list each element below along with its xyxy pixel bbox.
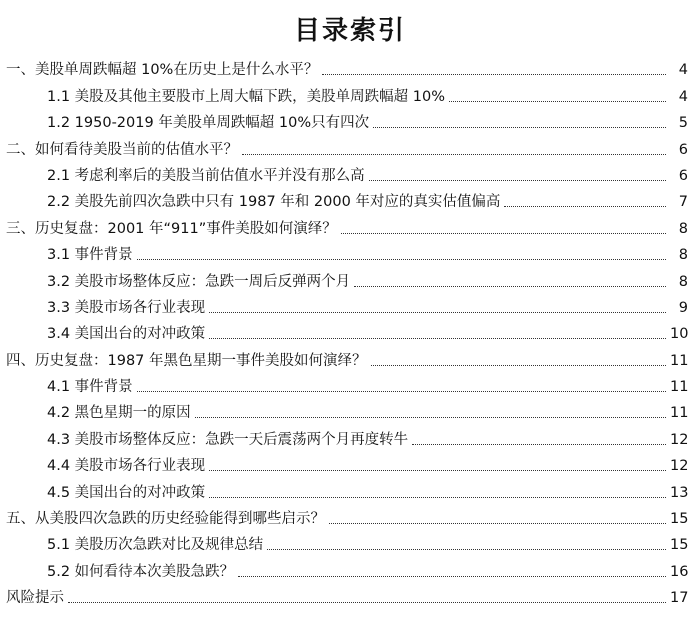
toc-page-number: 7 [678,194,688,211]
toc-page-number: 13 [670,484,689,501]
toc-subsection-entry[interactable] [0,453,700,479]
toc-entry-title: 4.1 事件背景 [47,379,133,396]
toc-entry-title: 4.5 美国出台的对冲政策 [47,484,206,501]
toc-page-number: 11 [670,405,689,422]
dot-leader [371,365,666,366]
toc-section-entry[interactable] [0,57,700,83]
dot-leader [341,233,666,234]
toc-page-number: 11 [670,352,689,369]
toc-page-number: 6 [678,167,688,184]
dot-leader [68,602,666,603]
toc-subsection-entry[interactable] [0,295,700,321]
toc-section-entry[interactable] [0,136,700,162]
toc-entry-title: 3.4 美国出台的对冲政策 [47,326,206,343]
toc-subsection-entry[interactable] [0,532,700,558]
toc-entry-title: 4.3 美股市场整体反应：急跌一天后震荡两个月再度转牛 [47,431,409,448]
toc-entry-title: 2.1 考虑利率后的美股当前估值水平并没有那么高 [47,167,365,184]
toc-subsection-entry[interactable] [0,426,700,452]
toc-entry-title: 5.1 美股历次急跌对比及规律总结 [47,537,264,554]
toc-entry-title: 风险提示 [6,590,64,607]
table-of-contents [0,57,700,611]
toc-entry-title: 5.2 如何看待本次美股急跌？ [47,563,235,580]
dot-leader [242,154,666,155]
toc-page-number: 15 [670,537,689,554]
toc-page-number: 12 [670,458,689,475]
dot-leader [412,444,666,445]
toc-page-number: 6 [678,141,688,158]
toc-page-number: 8 [678,220,688,237]
dot-leader [137,259,666,260]
dot-leader [354,286,666,287]
toc-title: 目录索引 [293,16,406,46]
dot-leader [329,523,666,524]
toc-page-number: 5 [678,115,688,132]
toc-subsection-entry[interactable] [0,83,700,109]
dot-leader [449,101,666,102]
toc-subsection-entry[interactable] [0,479,700,505]
dot-leader [373,127,666,128]
toc-entry-title: 3.1 事件背景 [47,247,133,264]
dot-leader [504,206,666,207]
toc-section-entry[interactable] [0,215,700,241]
toc-page-number: 8 [678,273,688,290]
toc-page-number: 17 [670,590,689,607]
toc-page-number: 4 [678,88,688,105]
dot-leader [209,338,666,339]
toc-entry-title: 1.2 1950-2019 年美股单周跌幅超 10%只有四次 [47,115,370,132]
toc-subsection-entry[interactable] [0,558,700,584]
dot-leader [209,497,666,498]
toc-subsection-entry[interactable] [0,242,700,268]
toc-page-number: 12 [670,431,689,448]
toc-subsection-entry[interactable] [0,268,700,294]
toc-subsection-entry[interactable] [0,110,700,136]
toc-page-number: 10 [670,326,689,343]
toc-section-entry[interactable] [0,347,700,373]
toc-page-number: 9 [678,299,688,316]
toc-entry-title: 3.2 美股市场整体反应：急跌一周后反弹两个月 [47,273,351,290]
dot-leader [322,74,666,75]
toc-entry-title: 二、如何看待美股当前的估值水平？ [6,141,238,158]
toc-subsection-entry[interactable] [0,374,700,400]
toc-entry-title: 三、历史复盘：2001 年“911”事件美股如何演绎？ [6,220,337,237]
toc-subsection-entry[interactable] [0,400,700,426]
toc-page-number: 16 [670,563,689,580]
toc-page-number: 4 [678,62,688,79]
dot-leader [369,180,666,181]
toc-entry-title: 4.2 黑色星期一的原因 [47,405,191,422]
toc-entry-title: 3.3 美股市场各行业表现 [47,299,206,316]
toc-page-number: 8 [678,247,688,264]
toc-entry-title: 1.1 美股及其他主要股市上周大幅下跌，美股单周跌幅超 10% [47,88,446,105]
toc-subsection-entry[interactable] [0,321,700,347]
dot-leader [137,391,666,392]
dot-leader [209,470,666,471]
toc-page-number: 11 [670,379,689,396]
toc-entry-title: 五、从美股四次急跌的历史经验能得到哪些启示？ [6,511,325,528]
toc-entry-title: 4.4 美股市场各行业表现 [47,458,206,475]
toc-page-number: 15 [670,511,689,528]
dot-leader [195,417,666,418]
dot-leader [238,576,666,577]
toc-entry[interactable] [0,585,700,611]
dot-leader [209,312,666,313]
toc-entry-title: 四、历史复盘：1987 年黑色星期一事件美股如何演绎？ [6,352,367,369]
dot-leader [267,549,666,550]
toc-section-entry[interactable] [0,506,700,532]
toc-entry-title: 一、美股单周跌幅超 10%在历史上是什么水平？ [6,62,319,79]
toc-entry-title: 2.2 美股先前四次急跌中只有 1987 年和 2000 年对应的真实估值偏高 [47,194,501,211]
toc-subsection-entry[interactable] [0,163,700,189]
toc-subsection-entry[interactable] [0,189,700,215]
